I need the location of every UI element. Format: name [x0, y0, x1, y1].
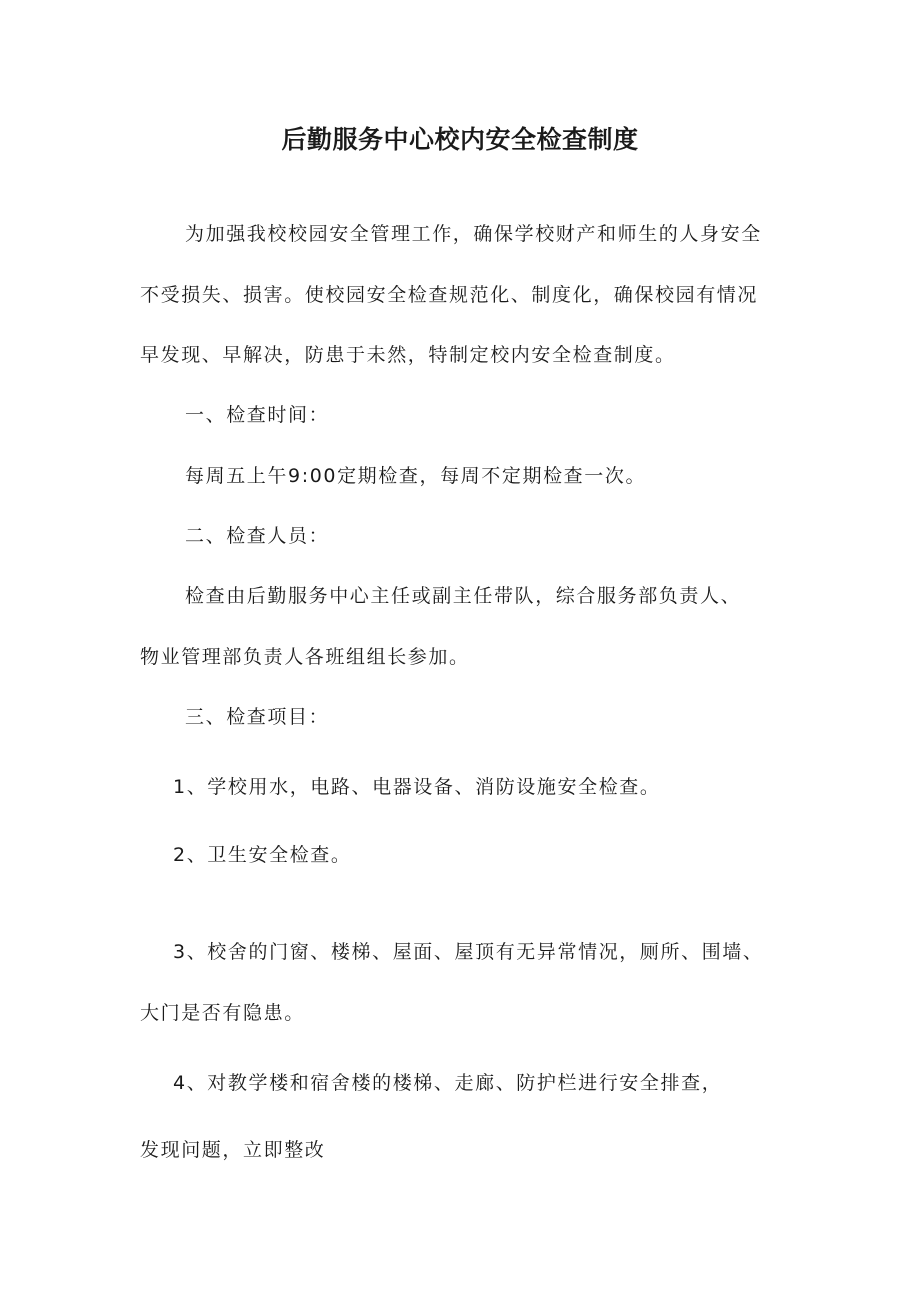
document-title: 后勤服务中心校内安全检查制度	[281, 125, 639, 154]
section3-item-3-line-1: 3、校舍的门窗、楼梯、屋面、屋顶有无异常情况，厕所、围墙、	[173, 941, 764, 963]
section1-body: 每周五上午9:00定期检查，每周不定期检查一次。	[185, 465, 647, 487]
intro-line-1: 为加强我校校园安全管理工作，确保学校财产和师生的人身安全	[185, 223, 762, 245]
section3-item-3-line-2: 大门是否有隐患。	[140, 1002, 305, 1024]
intro-line-3: 早发现、早解决，防患于未然，特制定校内安全检查制度。	[140, 344, 676, 366]
section3-item-4-line-2: 发现问题，立即整改	[140, 1139, 326, 1161]
section2-body-line-1: 检查由后勤服务中心主任或副主任带队，综合服务部负责人、	[185, 585, 742, 607]
intro-line-2: 不受损失、损害。使校园安全检查规范化、制度化，确保校园有情况	[140, 284, 759, 306]
section3-heading: 三、检查项目：	[185, 706, 330, 728]
section1-heading: 一、检查时间：	[185, 404, 330, 426]
section3-item-4-line-1: 4、对教学楼和宿舍楼的楼梯、走廊、防护栏进行安全排查，	[173, 1072, 723, 1094]
section3-item-2: 2、卫生安全检查。	[173, 844, 352, 866]
section3-item-1: 1、学校用水，电路、电器设备、消防设施安全检查。	[173, 776, 661, 798]
section2-heading: 二、检查人员：	[185, 525, 330, 547]
section2-body-line-2: 物业管理部负责人各班组组长参加。	[140, 646, 470, 668]
